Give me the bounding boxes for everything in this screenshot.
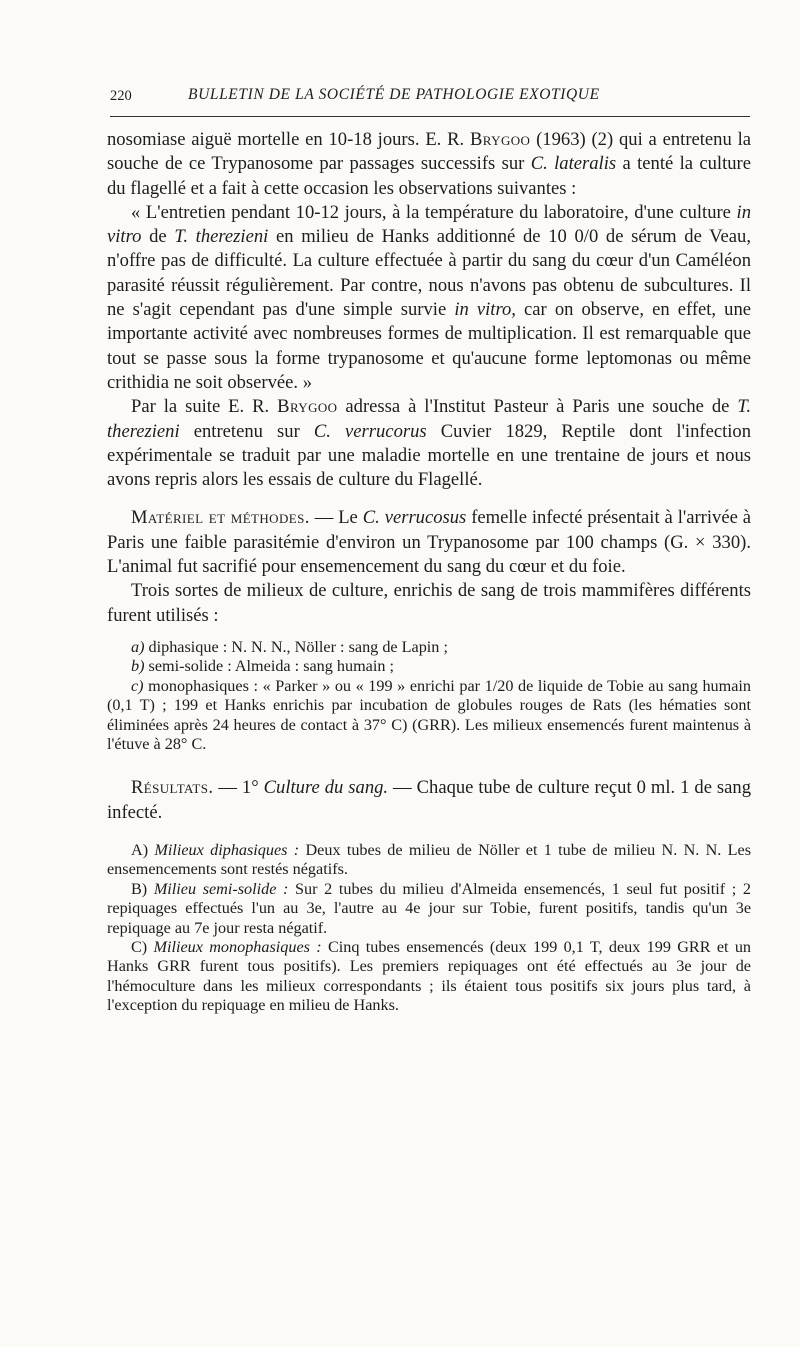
media-item <box>107 657 751 676</box>
text-run: entretenu sur <box>179 420 314 442</box>
paragraph-results <box>107 776 751 825</box>
media-list <box>107 638 751 754</box>
item-text: semi-solide : Almeida : sang humain ; <box>144 657 395 676</box>
item-title: Milieux monophasiques : <box>153 938 322 956</box>
paragraph-media-intro: Trois sortes de milieux de culture, enrichis de sang de trois mammifères différents furent utilisés : <box>107 580 751 626</box>
text-run: nosomiase aiguë mortelle en 10-18 jours. E. R. <box>107 129 470 150</box>
text-run: adressa à l'Institut Pasteur à Paris une souche de <box>337 396 738 418</box>
item-text: monophasiques : « Parker » ou « 199 » enrichi par 1/20 de liquide de Tobie au sang humain (0,1 T) ; 199 et Hanks enrichis par incubation de globules rouges de Rats (les hématies sont éliminées après 24 heures de contact à 37° C) (GRR). Les milieux ensemencés furent maintenus à l'étuve à 28° C. <box>107 676 751 753</box>
journal-title: BULLETIN DE LA SOCIÉTÉ DE PATHOLOGIE EXOTIQUE <box>188 86 600 103</box>
text-run: — 1° <box>213 777 264 799</box>
text-run: car on observe, en effet, une importante activité avec nombreuses formes de multiplication. Il est remarquable que tout se passe sous la forme trypanosome et qu'aucune forme leptomonas ou même crithidia ne soit observée. » <box>107 299 752 393</box>
paragraph-methods <box>107 506 751 579</box>
subsection-heading: Culture du sang. <box>263 777 389 799</box>
item-text: Cinq tubes ensemencés (deux 199 0,1 T, deux 199 GRR et un Hanks GRR furent tous positifs). Les premiers repiquages ont été effectués au 3e jour de l'hémoculture dans les milieux correspondants ; ils étaient tous positifs six jours plus tard, à l'exception du repiquage en milieu de Hanks. <box>107 938 752 1015</box>
result-item <box>107 938 751 1016</box>
item-label: B) <box>131 879 154 898</box>
text-run: en milieu de Hanks additionné de 10 0/0 de sérum de Veau, n'offre pas de difficulté. La culture effectuée à partir du sang du cœur d'un Caméléon parasité réussit régulièrement. Par contre, nous n'avons pas obtenu de subcultures. Il ne s'agit cependant pas d'une simple survie <box>107 226 751 321</box>
latin-term: in vitro, <box>454 299 516 321</box>
species-name: T. therezieni <box>174 226 269 248</box>
paragraph-quote <box>107 201 751 395</box>
author-name: Brygoo <box>470 129 531 150</box>
section-heading: Résultats. <box>131 777 214 799</box>
latin-term: in vitro <box>107 201 751 248</box>
result-item <box>107 880 751 938</box>
text-run: a tenté la culture du flagellé et a fait à cette occasion les observations suivantes : <box>107 153 751 199</box>
author-name: Brygoo <box>277 396 338 418</box>
item-label: b) <box>131 657 145 676</box>
text-run: de <box>141 226 175 248</box>
section-heading: Matériel et méthodes. <box>131 507 310 529</box>
text-run: (1963) (2) qui a entretenu la souche de ce Trypanosome par passages successifs sur <box>107 129 752 175</box>
paragraph-intro <box>107 128 751 201</box>
text-run: Cuvier 1829, Reptile dont l'infection expérimentale se traduit par une maladie mortelle en une trentaine de jours et nous avons repris alors les essais de culture du Flagellé. <box>107 420 752 491</box>
species-name: C. verrucorus <box>313 420 427 442</box>
text-run: — Le <box>309 507 363 529</box>
text-run: « L'entretien pendant 10-12 jours, à la température du laboratoire, d'une culture <box>131 201 737 223</box>
item-text: Deux tubes de milieu de Nöller et 1 tube de milieu N. N. N. Les ensemencements sont restés négatifs. <box>107 840 752 879</box>
item-title: Milieu semi-solide : <box>153 879 289 898</box>
item-title: Milieux diphasiques : <box>154 840 300 859</box>
paragraph-strain <box>107 395 751 492</box>
species-name: C. verrucosus <box>362 507 467 529</box>
species-name: C. lateralis <box>530 153 617 175</box>
item-label: C) <box>131 938 154 956</box>
item-text: Sur 2 tubes du milieu d'Almeida ensemencés, 1 seul fut positif ; 2 repiquages effectués l'un au 3e, l'autre au 4e jour sur Tobie, furent positifs, tandis qu'un 3e repiquage au 7e jour resta négatif. <box>107 879 752 937</box>
item-label: A) <box>131 840 155 859</box>
page-number: 220 <box>110 88 132 104</box>
article-body <box>107 128 751 1016</box>
result-item <box>107 841 751 880</box>
item-text: diphasique : N. N. N., Nöller : sang de Lapin ; <box>144 637 448 656</box>
media-item <box>107 638 751 657</box>
text-run: — Chaque tube de culture reçut 0 ml. 1 de sang infecté. <box>107 777 752 823</box>
results-list <box>107 841 751 1016</box>
text-run: Par la suite E. R. <box>131 396 278 418</box>
media-item <box>107 677 751 755</box>
item-label: a) <box>131 637 145 656</box>
text-run: femelle infecté présentait à l'arrivée à Paris une faible parasitémie d'environ un Trypanosome par 100 champs (G. × 330). L'animal fut sacrifié pour ensemencement du sang du cœur et du foie. <box>107 507 752 578</box>
species-name: T. therezieni <box>107 396 751 442</box>
item-label: c) <box>131 676 144 695</box>
running-header <box>110 86 750 117</box>
